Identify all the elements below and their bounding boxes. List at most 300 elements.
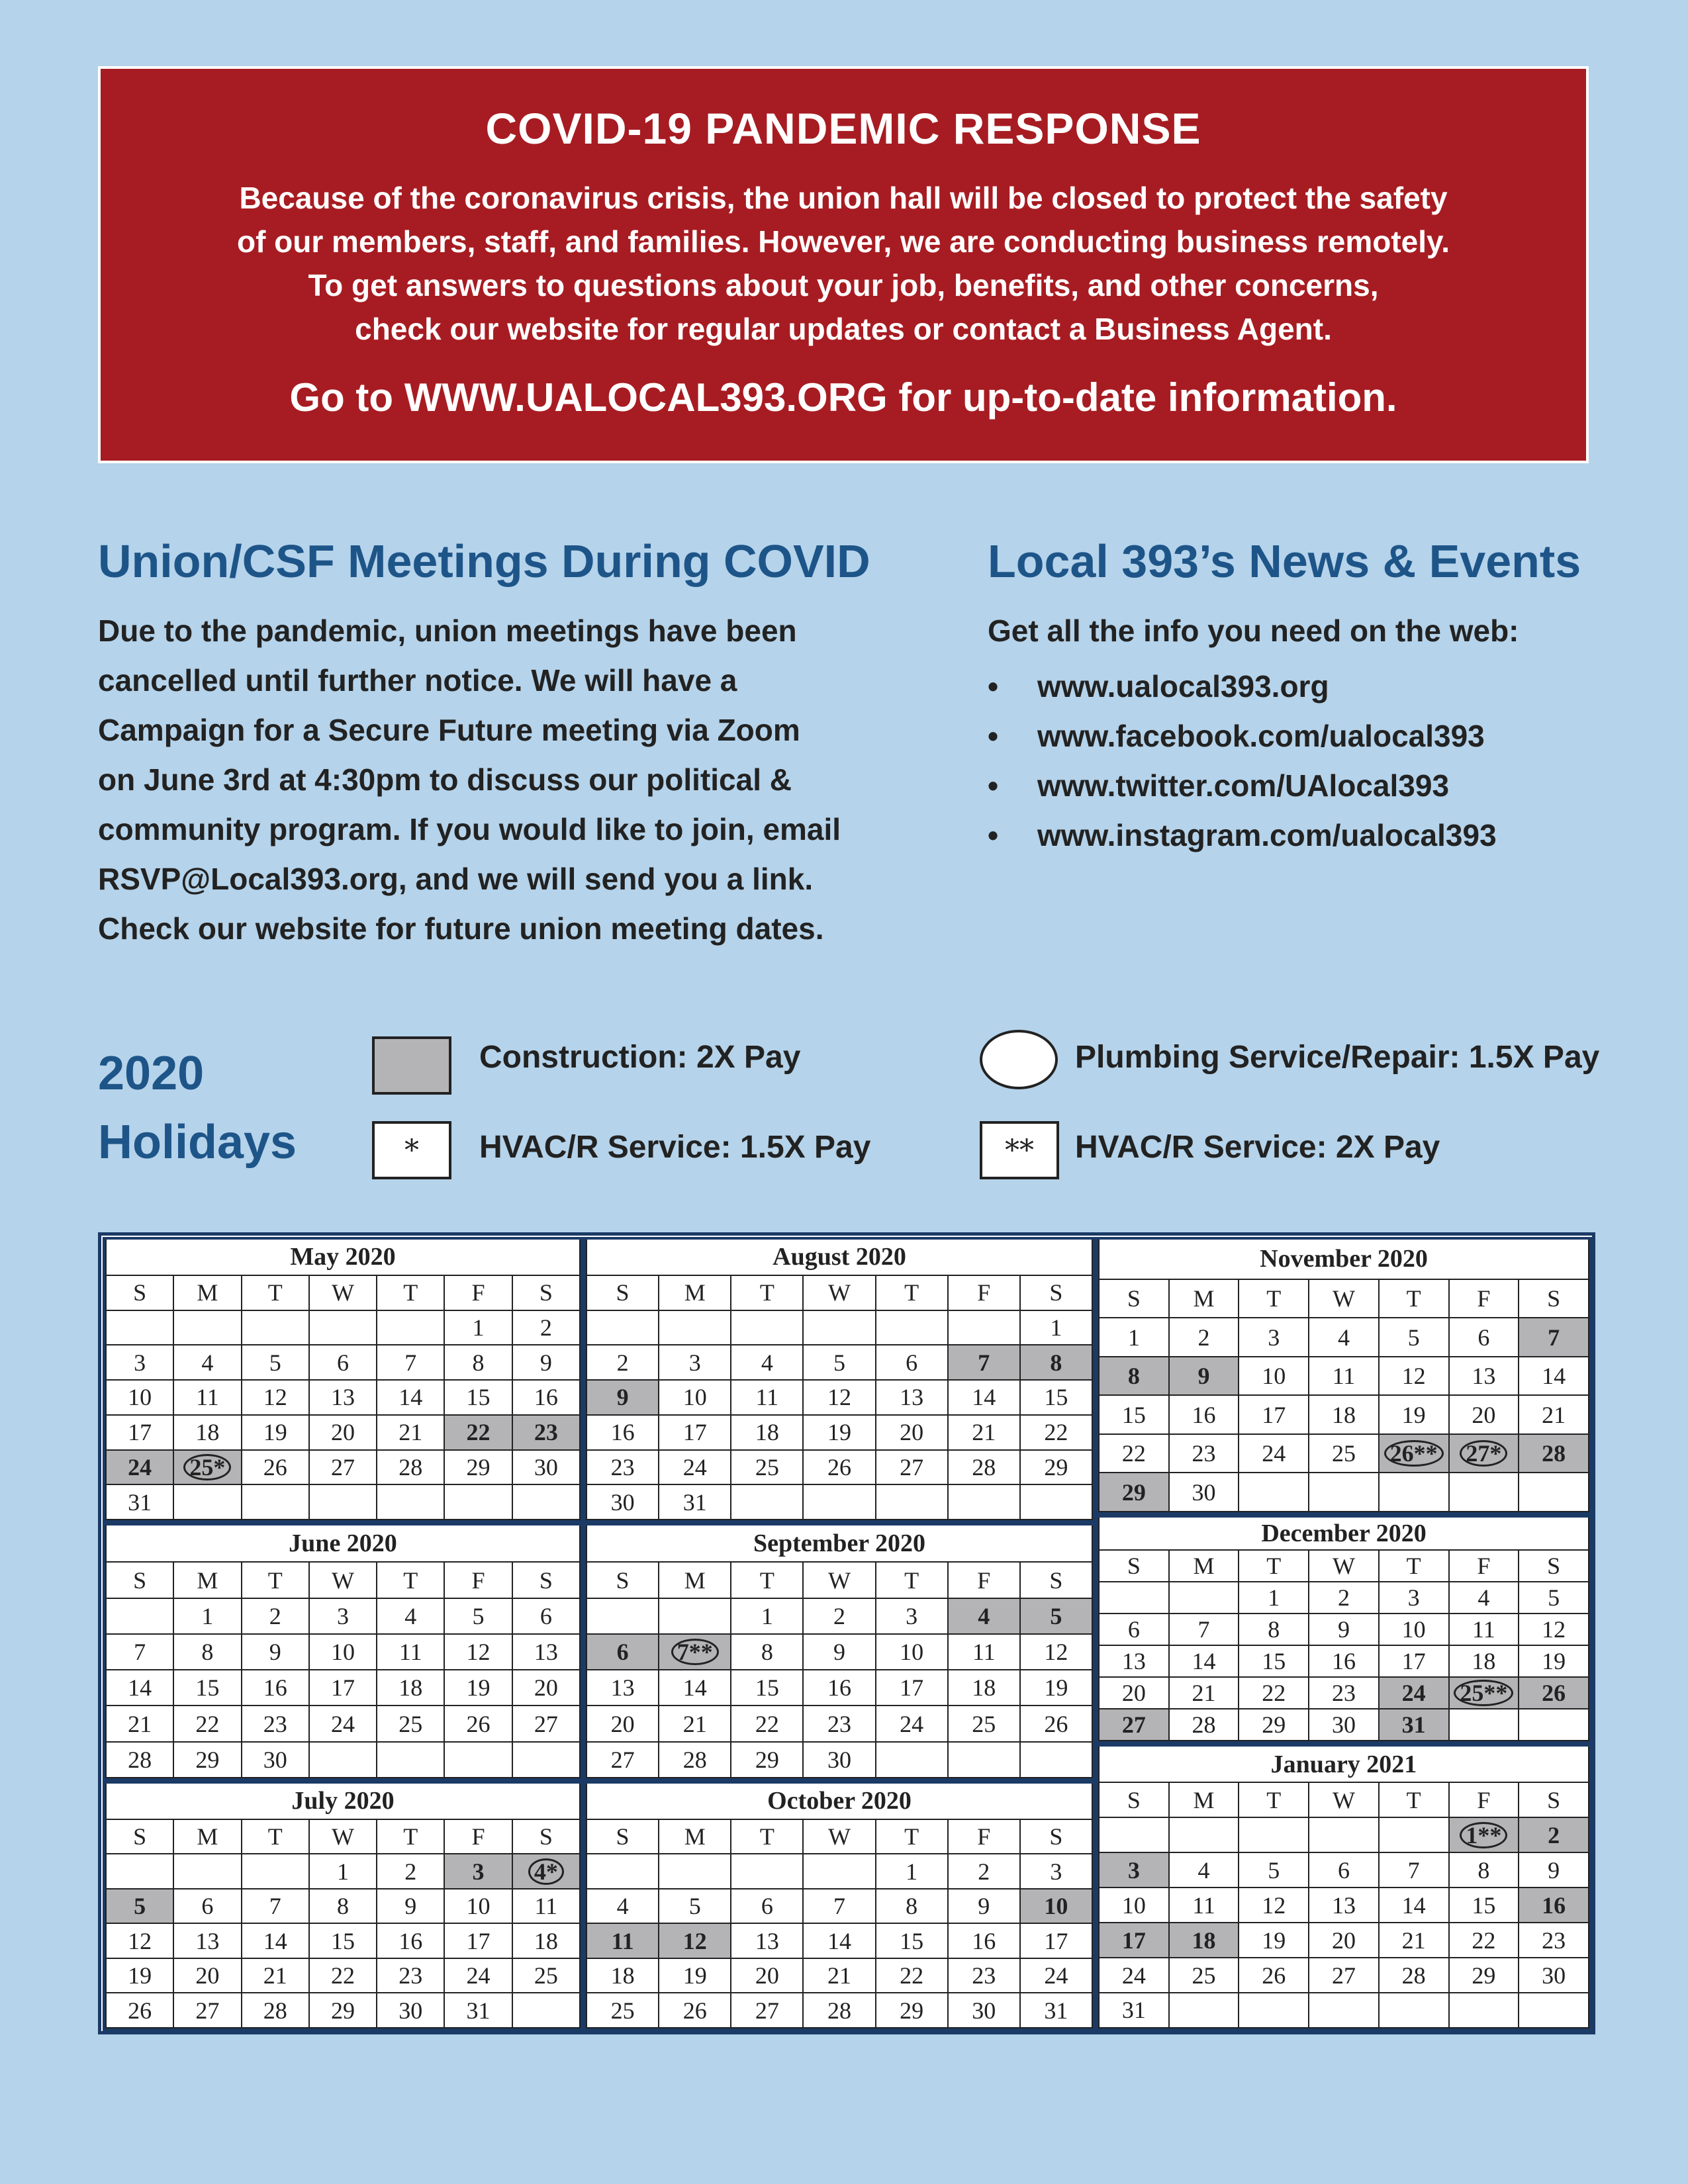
empty-cell <box>173 1484 241 1520</box>
day-cell: 6 <box>173 1889 241 1924</box>
week-row <box>106 1450 580 1485</box>
web-link-item[interactable] <box>988 811 1497 860</box>
day-cell: 10 <box>106 1380 173 1415</box>
weekday-header: M <box>659 1819 731 1854</box>
day-cell: 16 <box>1169 1395 1239 1434</box>
day-cell: 17 <box>1020 1923 1092 1958</box>
weekday-header: T <box>1239 1279 1309 1318</box>
week-row <box>106 1854 580 1889</box>
week-row <box>106 1634 580 1670</box>
week-row <box>106 1310 580 1345</box>
day-cell: 19 <box>659 1958 731 1993</box>
day-cell: 25 <box>377 1706 444 1741</box>
day-cell: 6 <box>876 1345 948 1380</box>
day-cell: 5 <box>659 1889 731 1924</box>
day-cell: 26 <box>1020 1706 1092 1741</box>
month-december-2020 <box>1096 1515 1592 1744</box>
day-cell: 6 <box>731 1889 803 1924</box>
day-cell: 4 <box>948 1598 1020 1634</box>
week-row <box>1099 1709 1589 1741</box>
day-cell: 24 <box>659 1450 731 1485</box>
empty-cell <box>1239 1817 1309 1852</box>
empty-cell <box>1519 1993 1589 2028</box>
weekday-header: F <box>444 1275 512 1310</box>
day-cell: 14 <box>242 1923 309 1958</box>
day-cell: 17 <box>876 1670 948 1706</box>
legend-construction: Construction: 2X Pay <box>479 1040 801 1075</box>
day-cell: 6 <box>1309 1852 1379 1888</box>
day-cell: 10 <box>876 1634 948 1670</box>
month-july-2020 <box>103 1781 583 2031</box>
empty-cell <box>242 1484 309 1520</box>
holiday-oval: 26** <box>1384 1440 1444 1467</box>
day-cell: 22 <box>1020 1415 1092 1450</box>
meetings-line: on June 3rd at 4:30pm to discuss our political & <box>98 762 792 797</box>
day-cell: 5 <box>1519 1582 1589 1614</box>
day-cell: 23 <box>1309 1677 1379 1709</box>
weekday-header: S <box>512 1275 580 1310</box>
day-cell: 3 <box>1239 1318 1309 1357</box>
day-cell: 4 <box>586 1889 659 1924</box>
month-title: October 2020 <box>586 1784 1092 1819</box>
day-cell: 2 <box>948 1854 1020 1889</box>
meetings-line: Check our website for future union meeting dates. <box>98 911 824 946</box>
week-row <box>106 1706 580 1741</box>
week-row <box>106 1598 580 1634</box>
day-cell: 2 <box>512 1310 580 1345</box>
empty-cell <box>948 1310 1020 1345</box>
web-links-list <box>988 662 1497 860</box>
empty-cell <box>1239 1473 1309 1512</box>
day-cell: 7 <box>1169 1614 1239 1645</box>
week-row <box>1099 1677 1589 1709</box>
day-cell: 8 <box>309 1889 377 1924</box>
day-cell: 6 <box>309 1345 377 1380</box>
empty-cell <box>242 1310 309 1345</box>
day-cell: 15 <box>876 1923 948 1958</box>
weekday-header: W <box>309 1819 377 1854</box>
weekday-header: S <box>106 1275 173 1310</box>
week-row <box>586 1706 1092 1741</box>
day-cell: 27 <box>512 1706 580 1741</box>
weekday-header: S <box>1099 1782 1169 1817</box>
week-row <box>106 1993 580 2028</box>
day-cell: 25 <box>512 1958 580 1993</box>
day-cell <box>1379 1434 1449 1473</box>
empty-cell <box>309 1742 377 1778</box>
day-cell: 3 <box>444 1854 512 1889</box>
week-row <box>1099 1923 1589 1958</box>
day-cell: 25 <box>948 1706 1020 1741</box>
week-row <box>586 1484 1092 1520</box>
weekday-header: M <box>659 1562 731 1598</box>
empty-cell <box>876 1742 948 1778</box>
day-cell: 14 <box>1169 1645 1239 1677</box>
day-cell: 28 <box>948 1450 1020 1485</box>
weekday-header: M <box>1169 1550 1239 1582</box>
day-cell: 11 <box>173 1380 241 1415</box>
day-cell: 22 <box>1449 1923 1519 1958</box>
weekday-header: F <box>1449 1782 1519 1817</box>
day-cell: 4 <box>1169 1852 1239 1888</box>
day-cell: 15 <box>1449 1888 1519 1923</box>
week-row <box>1099 1582 1589 1614</box>
day-cell: 24 <box>1020 1958 1092 1993</box>
week-row <box>586 1923 1092 1958</box>
day-cell: 23 <box>803 1706 875 1741</box>
day-cell: 18 <box>173 1415 241 1450</box>
day-cell <box>173 1450 241 1485</box>
day-cell: 2 <box>1169 1318 1239 1357</box>
legend-plumbing: Plumbing Service/Repair: 1.5X Pay <box>1075 1040 1600 1075</box>
day-cell: 19 <box>1379 1395 1449 1434</box>
weekday-header: F <box>948 1562 1020 1598</box>
day-cell: 8 <box>731 1634 803 1670</box>
day-cell: 23 <box>586 1450 659 1485</box>
meetings-line: Due to the pandemic, union meetings have been <box>98 614 797 648</box>
day-cell: 6 <box>1449 1318 1519 1357</box>
weekday-header: T <box>377 1275 444 1310</box>
day-cell: 4 <box>731 1345 803 1380</box>
day-cell: 8 <box>1239 1614 1309 1645</box>
day-cell: 20 <box>309 1415 377 1450</box>
month-grid <box>105 1525 581 1778</box>
weekday-header: T <box>876 1275 948 1310</box>
week-row <box>1099 1888 1589 1923</box>
empty-cell <box>803 1484 875 1520</box>
day-cell: 25 <box>1169 1958 1239 1993</box>
week-row <box>106 1345 580 1380</box>
month-october-2020 <box>583 1781 1096 2031</box>
weekday-header: F <box>444 1819 512 1854</box>
day-cell: 13 <box>512 1634 580 1670</box>
week-row <box>106 1889 580 1924</box>
day-cell: 26 <box>1239 1958 1309 1993</box>
day-cell: 10 <box>659 1380 731 1415</box>
week-row <box>586 1889 1092 1924</box>
web-link[interactable]: www.instagram.com/ualocal393 <box>1037 818 1497 852</box>
week-row <box>586 1958 1092 1993</box>
legend-hvac-double: HVAC/R Service: 2X Pay <box>1075 1130 1440 1165</box>
day-cell: 16 <box>377 1923 444 1958</box>
week-row <box>106 1380 580 1415</box>
empty-cell <box>1379 1993 1449 2028</box>
weekday-header: F <box>1449 1279 1519 1318</box>
day-cell <box>659 1634 731 1670</box>
day-cell: 16 <box>512 1380 580 1415</box>
day-cell: 16 <box>1519 1888 1589 1923</box>
day-cell: 1 <box>731 1598 803 1634</box>
banner-line: check our website for regular updates or contact a Business Agent. <box>355 312 1332 346</box>
day-cell: 21 <box>948 1415 1020 1450</box>
day-cell: 28 <box>106 1742 173 1778</box>
month-title: July 2020 <box>106 1784 580 1819</box>
day-cell: 23 <box>1519 1923 1589 1958</box>
day-cell: 2 <box>377 1854 444 1889</box>
weekday-header: S <box>1519 1279 1589 1318</box>
day-cell: 18 <box>377 1670 444 1706</box>
week-row <box>106 1958 580 1993</box>
day-cell: 5 <box>1239 1852 1309 1888</box>
day-cell: 21 <box>1519 1395 1589 1434</box>
day-cell: 9 <box>1309 1614 1379 1645</box>
day-cell: 5 <box>1379 1318 1449 1357</box>
month-title: August 2020 <box>586 1240 1092 1275</box>
month-august-2020 <box>583 1237 1096 1523</box>
weekday-header: S <box>512 1562 580 1598</box>
day-cell: 17 <box>1099 1923 1169 1958</box>
empty-cell <box>377 1484 444 1520</box>
empty-cell <box>1309 1473 1379 1512</box>
day-cell: 12 <box>242 1380 309 1415</box>
meetings-line: RSVP@Local393.org, and we will send you a link. <box>98 862 814 896</box>
day-cell: 14 <box>1519 1357 1589 1396</box>
day-cell: 18 <box>731 1415 803 1450</box>
banner-website-link[interactable]: Go to WWW.UALOCAL393.ORG for up-to-date information. <box>289 375 1397 420</box>
day-cell: 20 <box>173 1958 241 1993</box>
day-cell: 26 <box>659 1993 731 2028</box>
day-cell: 18 <box>1449 1645 1519 1677</box>
day-cell: 1 <box>876 1854 948 1889</box>
bullet-icon: • <box>988 719 999 753</box>
day-cell: 15 <box>1099 1395 1169 1434</box>
day-cell: 8 <box>1449 1852 1519 1888</box>
day-cell: 13 <box>173 1923 241 1958</box>
day-cell: 4 <box>173 1345 241 1380</box>
day-cell: 8 <box>1020 1345 1092 1380</box>
day-cell: 9 <box>1169 1357 1239 1396</box>
day-cell: 19 <box>106 1958 173 1993</box>
weekday-header: M <box>173 1819 241 1854</box>
day-cell: 29 <box>1449 1958 1519 1993</box>
day-cell: 25 <box>731 1450 803 1485</box>
day-cell: 12 <box>1379 1357 1449 1396</box>
weekday-header: S <box>1099 1279 1169 1318</box>
day-cell: 22 <box>173 1706 241 1741</box>
day-cell: 12 <box>106 1923 173 1958</box>
day-cell <box>1449 1817 1519 1852</box>
day-cell: 31 <box>106 1484 173 1520</box>
weekday-header: S <box>1020 1819 1092 1854</box>
web-link[interactable]: www.ualocal393.org <box>1037 669 1329 704</box>
empty-cell <box>1020 1742 1092 1778</box>
day-cell: 21 <box>1169 1677 1239 1709</box>
meetings-line: community program. If you would like to join, email <box>98 812 841 846</box>
month-september-2020 <box>583 1523 1096 1781</box>
empty-cell <box>106 1598 173 1634</box>
empty-cell <box>1099 1582 1169 1614</box>
day-cell: 1 <box>1020 1310 1092 1345</box>
day-cell: 21 <box>659 1706 731 1741</box>
day-cell: 18 <box>1169 1923 1239 1958</box>
day-cell: 17 <box>309 1670 377 1706</box>
week-row <box>106 1742 580 1778</box>
day-cell: 19 <box>242 1415 309 1450</box>
day-cell: 4 <box>1449 1582 1519 1614</box>
day-cell: 14 <box>106 1670 173 1706</box>
weekday-header: F <box>1449 1550 1519 1582</box>
meetings-text <box>98 606 841 954</box>
day-cell: 13 <box>309 1380 377 1415</box>
day-cell: 10 <box>1379 1614 1449 1645</box>
day-cell: 12 <box>1239 1888 1309 1923</box>
day-cell: 28 <box>242 1993 309 2028</box>
empty-cell <box>1309 1993 1379 2028</box>
month-grid <box>105 1784 581 2028</box>
month-november-2020 <box>1096 1237 1592 1515</box>
weekday-header: M <box>1169 1279 1239 1318</box>
day-cell: 20 <box>1099 1677 1169 1709</box>
week-row <box>1099 1614 1589 1645</box>
empty-cell <box>444 1484 512 1520</box>
day-cell: 2 <box>586 1345 659 1380</box>
day-cell: 10 <box>444 1889 512 1924</box>
week-row <box>586 1598 1092 1634</box>
day-cell: 24 <box>1239 1434 1309 1473</box>
day-cell: 28 <box>803 1993 875 2028</box>
week-row <box>586 1670 1092 1706</box>
day-cell: 16 <box>803 1670 875 1706</box>
day-cell: 13 <box>731 1923 803 1958</box>
empty-cell <box>1099 1817 1169 1852</box>
day-cell: 25 <box>586 1993 659 2028</box>
day-cell: 21 <box>106 1706 173 1741</box>
weekday-header: S <box>1020 1275 1092 1310</box>
banner-line: Because of the coronavirus crisis, the union hall will be closed to protect the safety <box>239 181 1448 215</box>
weekday-header: W <box>803 1562 875 1598</box>
day-cell: 13 <box>586 1670 659 1706</box>
holiday-oval: 27* <box>1460 1440 1507 1467</box>
day-cell: 20 <box>512 1670 580 1706</box>
month-title: May 2020 <box>106 1240 580 1275</box>
empty-cell <box>444 1742 512 1778</box>
day-cell: 13 <box>876 1380 948 1415</box>
day-cell: 8 <box>173 1634 241 1670</box>
week-row <box>1099 1645 1589 1677</box>
empty-cell <box>1519 1709 1589 1741</box>
day-cell: 27 <box>1099 1709 1169 1741</box>
empty-cell <box>876 1484 948 1520</box>
day-cell: 17 <box>659 1415 731 1450</box>
holidays-heading <box>98 1039 297 1177</box>
weekday-header: T <box>1379 1782 1449 1817</box>
empty-cell <box>512 1484 580 1520</box>
covid-banner <box>98 66 1589 463</box>
day-cell: 14 <box>377 1380 444 1415</box>
day-cell: 19 <box>803 1415 875 1450</box>
day-cell: 24 <box>1379 1677 1449 1709</box>
day-cell: 2 <box>1519 1817 1589 1852</box>
day-cell: 12 <box>659 1923 731 1958</box>
day-cell: 3 <box>876 1598 948 1634</box>
day-cell: 8 <box>876 1889 948 1924</box>
day-cell: 25 <box>1309 1434 1379 1473</box>
empty-cell <box>173 1854 241 1889</box>
weekday-header: T <box>731 1819 803 1854</box>
day-cell: 29 <box>731 1742 803 1778</box>
day-cell: 8 <box>1099 1357 1169 1396</box>
day-cell: 31 <box>659 1484 731 1520</box>
banner-title: COVID-19 PANDEMIC RESPONSE <box>485 104 1201 153</box>
day-cell: 23 <box>242 1706 309 1741</box>
empty-cell <box>731 1484 803 1520</box>
empty-cell <box>1449 1473 1519 1512</box>
web-link-item[interactable] <box>988 711 1497 761</box>
day-cell: 5 <box>242 1345 309 1380</box>
weekday-header: W <box>309 1275 377 1310</box>
day-cell: 15 <box>731 1670 803 1706</box>
day-cell: 11 <box>377 1634 444 1670</box>
week-row <box>586 1634 1092 1670</box>
empty-cell <box>512 1993 580 2028</box>
web-link-item[interactable] <box>988 761 1497 811</box>
day-cell: 27 <box>731 1993 803 2028</box>
day-cell: 29 <box>1020 1450 1092 1485</box>
day-cell: 26 <box>1519 1677 1589 1709</box>
day-cell: 17 <box>1379 1645 1449 1677</box>
weekday-header: F <box>948 1275 1020 1310</box>
day-cell: 11 <box>1309 1357 1379 1396</box>
week-row <box>586 1854 1092 1889</box>
day-cell: 24 <box>106 1450 173 1485</box>
day-cell: 10 <box>1099 1888 1169 1923</box>
day-cell: 15 <box>309 1923 377 1958</box>
weekday-header: M <box>1169 1782 1239 1817</box>
day-cell: 13 <box>1099 1645 1169 1677</box>
banner-line: of our members, staff, and families. However, we are conducting business remotely. <box>236 224 1450 259</box>
week-row <box>1099 1958 1589 1993</box>
day-cell: 11 <box>731 1380 803 1415</box>
weekday-header: W <box>803 1275 875 1310</box>
weekday-header: S <box>1519 1782 1589 1817</box>
empty-cell <box>1169 1582 1239 1614</box>
meetings-heading: Union/CSF Meetings During COVID <box>98 535 870 587</box>
day-cell: 20 <box>1309 1923 1379 1958</box>
weekday-header: S <box>586 1275 659 1310</box>
weekday-header: F <box>444 1562 512 1598</box>
day-cell: 27 <box>309 1450 377 1485</box>
day-cell: 19 <box>1239 1923 1309 1958</box>
empty-cell <box>1239 1993 1309 2028</box>
web-link-item[interactable] <box>988 662 1497 711</box>
day-cell: 9 <box>1519 1852 1589 1888</box>
day-cell: 2 <box>1309 1582 1379 1614</box>
day-cell: 26 <box>106 1993 173 2028</box>
web-link[interactable]: www.twitter.com/UAlocal393 <box>1037 768 1450 803</box>
empty-cell <box>377 1742 444 1778</box>
weekday-header: T <box>1379 1550 1449 1582</box>
weekday-header: W <box>803 1819 875 1854</box>
day-cell: 2 <box>242 1598 309 1634</box>
weekday-header: S <box>512 1819 580 1854</box>
week-row <box>586 1345 1092 1380</box>
day-cell: 4 <box>1309 1318 1379 1357</box>
empty-cell <box>512 1742 580 1778</box>
day-cell: 23 <box>1169 1434 1239 1473</box>
weekday-header: M <box>173 1562 241 1598</box>
day-cell: 29 <box>1239 1709 1309 1741</box>
day-cell: 11 <box>948 1634 1020 1670</box>
day-cell: 24 <box>1099 1958 1169 1993</box>
week-row <box>1099 1993 1589 2028</box>
day-cell: 30 <box>586 1484 659 1520</box>
day-cell: 30 <box>512 1450 580 1485</box>
empty-cell <box>731 1854 803 1889</box>
web-link[interactable]: www.facebook.com/ualocal393 <box>1037 719 1485 753</box>
day-cell: 11 <box>1449 1614 1519 1645</box>
weekday-header: M <box>659 1275 731 1310</box>
day-cell: 11 <box>512 1889 580 1924</box>
